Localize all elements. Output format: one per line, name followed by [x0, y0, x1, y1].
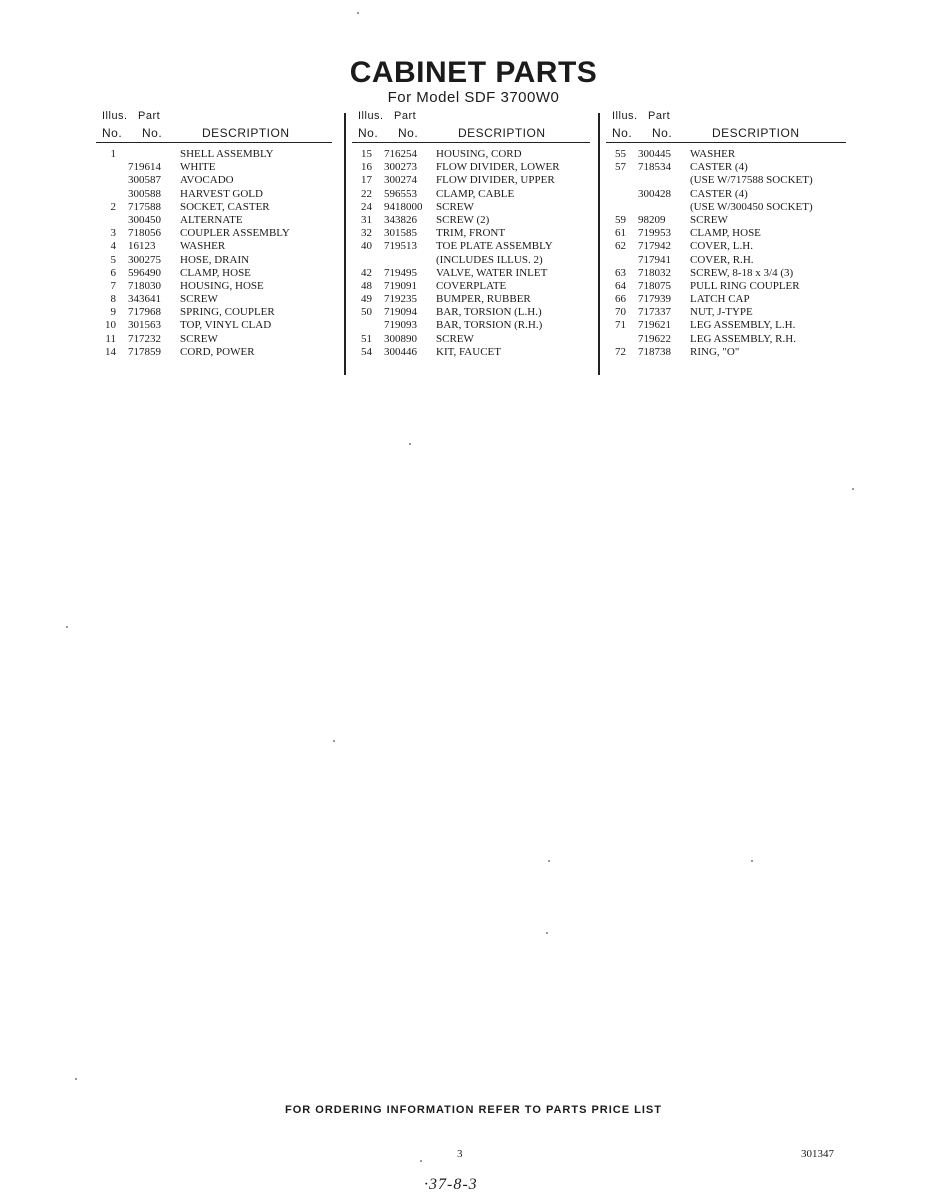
part-header: Part	[138, 110, 161, 122]
part-description: WASHER	[690, 148, 736, 160]
part-number: 9418000	[384, 200, 423, 213]
model-subtitle: For Model SDF 3700W0	[387, 89, 560, 106]
column-divider-1	[344, 113, 346, 375]
part-description: NUT, J-TYPE	[690, 306, 753, 319]
part-no-header: No.	[142, 126, 163, 140]
part-no-header: No.	[398, 126, 419, 140]
scan-speck	[751, 860, 753, 862]
part-description: CLAMP, HOSE	[180, 266, 251, 279]
illus-number: 5	[110, 253, 116, 266]
part-number: 300587	[128, 174, 161, 187]
scan-speck	[66, 626, 68, 628]
part-description: SCREW	[436, 200, 474, 213]
part-description: CLAMP, CABLE	[436, 187, 515, 200]
part-description: WASHER	[180, 240, 226, 253]
part-description: HOSE, DRAIN	[180, 253, 250, 266]
illus-number: 59	[615, 213, 626, 226]
part-description: SCREW	[436, 332, 474, 345]
part-description: HOUSING, CORD	[436, 148, 522, 160]
handwritten-note: ·37-8-3	[424, 1176, 478, 1193]
part-number: 717859	[128, 345, 161, 358]
part-number: 717232	[128, 332, 161, 345]
illus-number: 7	[110, 279, 116, 292]
illus-number: 64	[615, 279, 626, 292]
illus-number: 17	[361, 174, 372, 187]
part-description: LEG ASSEMBLY, R.H.	[690, 332, 796, 345]
page-number: 3	[457, 1148, 463, 1160]
part-description: SPRING, COUPLER	[180, 306, 275, 319]
part-description: WHITE	[180, 161, 216, 174]
part-number: 718075	[638, 279, 671, 292]
illus-number: 61	[615, 227, 626, 240]
part-number: 717588	[128, 200, 161, 213]
part-number: 718056	[128, 227, 161, 240]
illus-number: 54	[361, 345, 372, 358]
illus-number: 15	[361, 148, 372, 160]
part-description: SCREW (2)	[436, 213, 490, 226]
illus-number: 4	[110, 240, 116, 253]
illus-number: 1	[110, 148, 116, 160]
scan-speck	[333, 740, 335, 742]
part-description: LEG ASSEMBLY, L.H.	[690, 319, 796, 332]
part-description: (INCLUDES ILLUS. 2)	[436, 253, 543, 266]
part-description: HOUSING, HOSE	[180, 279, 264, 292]
description-header: DESCRIPTION	[202, 126, 290, 140]
part-description: AVOCADO	[180, 174, 234, 187]
part-number: 719091	[384, 279, 417, 292]
part-number: 300446	[384, 345, 417, 358]
part-description: FLOW DIVIDER, UPPER	[436, 174, 555, 187]
part-number: 719953	[638, 227, 671, 240]
part-number: 719093	[384, 319, 417, 332]
scan-speck	[75, 1078, 77, 1080]
header-rule	[606, 142, 846, 143]
part-number: 301563	[128, 319, 161, 332]
part-number: 596490	[128, 266, 161, 279]
illus-number: 63	[615, 266, 626, 279]
part-number: 300275	[128, 253, 161, 266]
illus-number: 3	[110, 227, 116, 240]
part-description: (USE W/300450 SOCKET)	[690, 200, 813, 213]
part-number: 300588	[128, 187, 161, 200]
part-description: BAR, TORSION (R.H.)	[436, 319, 543, 332]
part-description: TOE PLATE ASSEMBLY	[436, 240, 553, 253]
part-number: 716254	[384, 148, 417, 160]
part-description: CORD, POWER	[180, 345, 255, 358]
illus-number: 22	[361, 187, 372, 200]
illus-header: Illus.	[612, 110, 638, 122]
illus-no-header: No.	[358, 126, 379, 140]
illus-number: 48	[361, 279, 372, 292]
part-description: SCREW, 8-18 x 3/4 (3)	[690, 266, 794, 279]
illus-no-header: No.	[102, 126, 123, 140]
illus-no-header: No.	[612, 126, 633, 140]
part-description: RING, "O"	[690, 345, 740, 358]
scan-speck	[409, 443, 411, 445]
part-description: KIT, FAUCET	[436, 345, 501, 358]
part-number: 300450	[128, 213, 161, 226]
part-description: HARVEST GOLD	[180, 187, 263, 200]
illus-number: 51	[361, 332, 372, 345]
part-description: CASTER (4)	[690, 187, 748, 200]
part-number: 300428	[638, 187, 671, 200]
part-description: (USE W/717588 SOCKET)	[690, 174, 813, 187]
illus-number: 62	[615, 240, 626, 253]
part-number: 719094	[384, 306, 417, 319]
illus-number: 8	[110, 293, 116, 306]
part-number: 300890	[384, 332, 417, 345]
part-number: 98209	[638, 213, 666, 226]
illus-number: 2	[110, 200, 116, 213]
illus-header: Illus.	[102, 110, 128, 122]
illus-number: 40	[361, 240, 372, 253]
part-description: SCREW	[690, 213, 728, 226]
illus-number: 32	[361, 227, 372, 240]
illus-number: 6	[110, 266, 116, 279]
description-header: DESCRIPTION	[712, 126, 800, 140]
part-description: COVERPLATE	[436, 279, 507, 292]
page-title: CABINET PARTS	[349, 56, 598, 89]
part-number: 300273	[384, 161, 417, 174]
part-number: 717942	[638, 240, 671, 253]
part-description: CLAMP, HOSE	[690, 227, 761, 240]
scan-speck	[357, 12, 359, 14]
header-rule	[352, 142, 590, 143]
illus-number: 31	[361, 213, 372, 226]
part-number: 16123	[128, 240, 156, 253]
illus-number: 66	[615, 293, 626, 306]
part-number: 300445	[638, 148, 671, 160]
part-description: VALVE, WATER INLET	[436, 266, 548, 279]
illus-number: 70	[615, 306, 626, 319]
part-number: 719621	[638, 319, 671, 332]
part-number: 719622	[638, 332, 671, 345]
part-description: BUMPER, RUBBER	[436, 293, 531, 306]
part-description: SCREW	[180, 332, 218, 345]
part-number: 717939	[638, 293, 671, 306]
part-number: 343641	[128, 293, 161, 306]
illus-number: 42	[361, 266, 372, 279]
part-number: 717968	[128, 306, 161, 319]
part-description: TOP, VINYL CLAD	[180, 319, 272, 332]
part-description: CASTER (4)	[690, 161, 748, 174]
part-number: 719495	[384, 266, 417, 279]
header-rule	[96, 142, 332, 143]
part-description: LATCH CAP	[690, 293, 750, 306]
part-description: COVER, L.H.	[690, 240, 753, 253]
illus-number: 50	[361, 306, 372, 319]
illus-number: 24	[361, 200, 372, 213]
illus-number: 55	[615, 148, 626, 160]
part-description: BAR, TORSION (L.H.)	[436, 306, 542, 319]
part-number: 300274	[384, 174, 417, 187]
part-header: Part	[648, 110, 671, 122]
part-description: FLOW DIVIDER, LOWER	[436, 161, 560, 174]
scan-speck	[546, 932, 548, 934]
part-number: 719513	[384, 240, 417, 253]
document-number: 301347	[801, 1148, 834, 1160]
scan-speck	[852, 488, 854, 490]
part-number: 719235	[384, 293, 417, 306]
illus-number: 57	[615, 161, 626, 174]
part-number: 596553	[384, 187, 417, 200]
part-number: 343826	[384, 213, 417, 226]
part-no-header: No.	[652, 126, 673, 140]
part-number: 301585	[384, 227, 417, 240]
part-number: 718032	[638, 266, 671, 279]
illus-number: 9	[110, 306, 116, 319]
part-header: Part	[394, 110, 417, 122]
part-description: COUPLER ASSEMBLY	[180, 227, 290, 240]
scan-speck	[420, 1160, 422, 1162]
part-description: TRIM, FRONT	[436, 227, 506, 240]
part-description: PULL RING COUPLER	[690, 279, 800, 292]
ordering-footer: FOR ORDERING INFORMATION REFER TO PARTS PRICE LIST	[285, 1104, 662, 1116]
column-divider-2	[598, 113, 600, 375]
part-description: SCREW	[180, 293, 218, 306]
description-header: DESCRIPTION	[458, 126, 546, 140]
part-number: 718534	[638, 161, 671, 174]
illus-header: Illus.	[358, 110, 384, 122]
part-description: COVER, R.H.	[690, 253, 754, 266]
illus-number: 71	[615, 319, 626, 332]
part-description: SOCKET, CASTER	[180, 200, 270, 213]
illus-number: 72	[615, 345, 626, 358]
part-number: 718738	[638, 345, 671, 358]
part-number: 718030	[128, 279, 161, 292]
part-number: 717337	[638, 306, 671, 319]
part-description: SHELL ASSEMBLY	[180, 148, 274, 160]
part-number: 719614	[128, 161, 161, 174]
illus-number: 10	[105, 319, 116, 332]
illus-number: 49	[361, 293, 372, 306]
illus-number: 11	[105, 332, 116, 345]
illus-number: 14	[105, 345, 116, 358]
illus-number: 16	[361, 161, 372, 174]
part-description: ALTERNATE	[180, 213, 243, 226]
scan-speck	[548, 860, 550, 862]
part-number: 717941	[638, 253, 671, 266]
